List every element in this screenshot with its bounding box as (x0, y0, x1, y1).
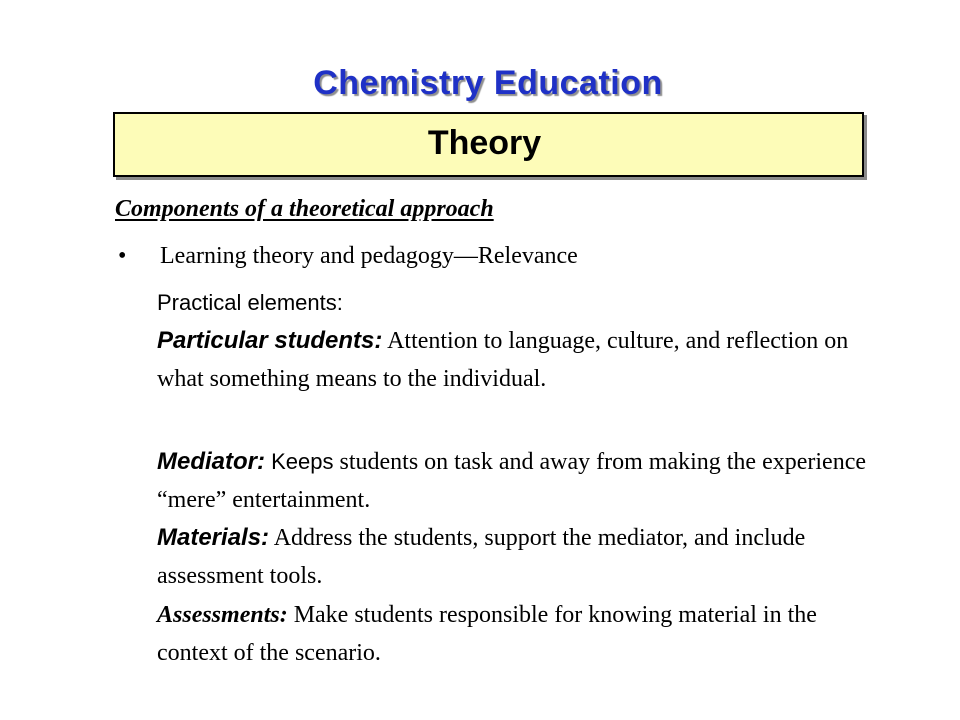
mediator-label: Mediator: (157, 448, 265, 475)
slide-title: Chemistry Education (313, 64, 663, 102)
assessments-text: Make students responsible for knowing material in the context of the scenario. (157, 602, 817, 666)
materials-paragraph (157, 519, 877, 595)
bullet-marker: • (118, 243, 127, 269)
assessments-label: Assessments: (157, 602, 288, 628)
theory-banner-label: Theory (427, 124, 542, 162)
assessments-paragraph (157, 596, 877, 672)
bullet-text: Learning theory and pedagogy—Relevance (160, 243, 578, 269)
materials-label: Materials: (157, 524, 270, 551)
mediator-paragraph (157, 443, 877, 519)
particular-students-label: Particular students: (157, 327, 383, 354)
practical-elements-heading: Practical elements: (157, 290, 343, 315)
section-subheading: Components of a theoretical approach (115, 196, 494, 222)
particular-students-paragraph (157, 322, 877, 398)
materials-text: Address the students, support the mediator, and include assessment tools. (157, 525, 806, 589)
particular-students-text: Attention to language, culture, and reflection on what something means to the individual. (157, 328, 849, 392)
mediator-text: students on task and away from making the experience “mere” entertainment. (157, 449, 866, 513)
theory-banner (113, 112, 864, 177)
mediator-lead-text: Keeps (265, 449, 334, 474)
